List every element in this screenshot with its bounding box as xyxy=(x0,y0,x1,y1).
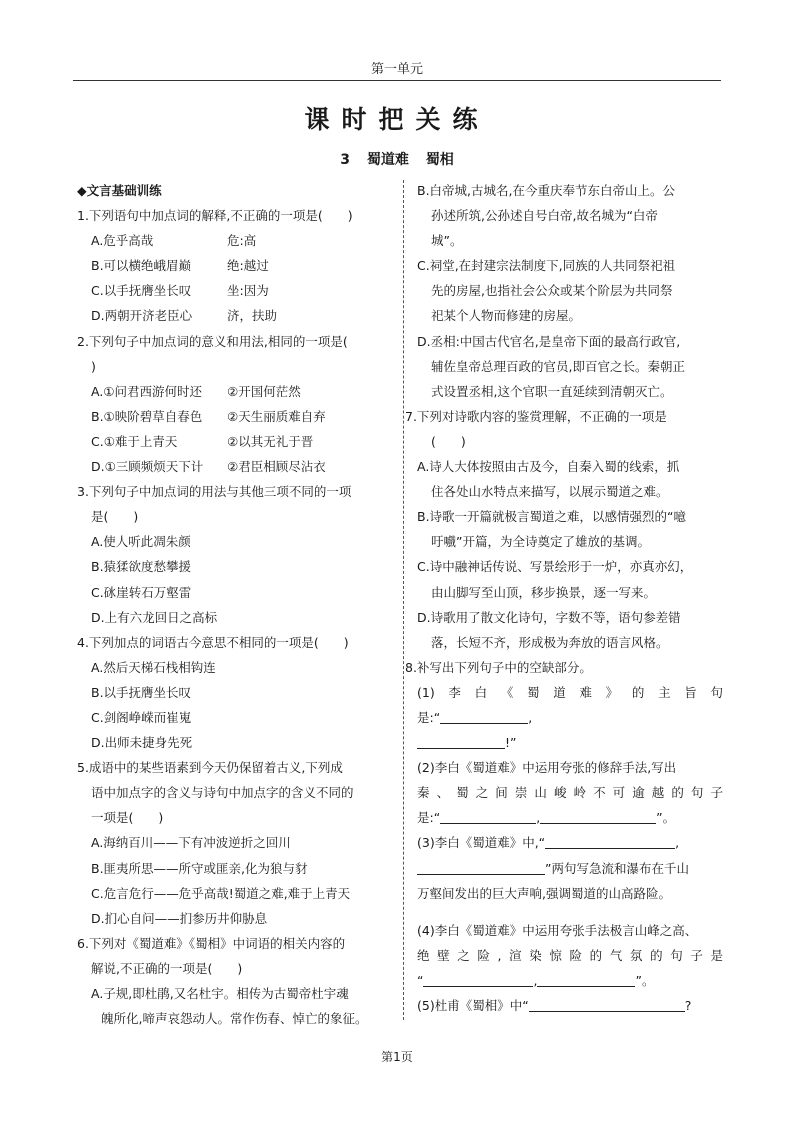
blank-6[interactable] xyxy=(417,860,545,875)
q5-stem-1: 5.成语中的某些语素到今天仍保留着古义,下列成 xyxy=(77,760,343,776)
q5-stem-2: 语中加点字的含义与诗句中加点字的含义不同的 xyxy=(91,785,354,801)
q4-option-c: C.剑阁峥嵘而崔嵬 xyxy=(91,709,192,725)
q8-part1-line1: (1)李白《蜀道难》的主旨句 xyxy=(417,684,723,700)
q7-option-a-2: 住各处山水特点来描写，以展示蜀道之难。 xyxy=(431,484,669,500)
q8-part2-line2: 秦、蜀之间崇山峻岭不可逾越的句子 xyxy=(417,785,723,801)
q8-part5-line1: (5)杜甫《蜀相》中“ ? xyxy=(417,998,692,1013)
q6-stem-1: 6.下列对《蜀道难》《蜀相》中词语的相关内容的 xyxy=(77,935,346,951)
q7-option-d-1: D.诗歌用了散文化诗句，字数不等，语句参差错 xyxy=(417,609,681,625)
q4-option-b: B.以手抚膺坐长叹 xyxy=(91,684,192,700)
lesson-number: 3 xyxy=(340,152,350,168)
q5-option-b: B.匪夷所思——所守或匪亲,化为狼与豺 xyxy=(91,860,308,876)
q6-option-d-1: D.丞相:中国古代官名,是皇帝下面的最高行政官, xyxy=(417,333,681,349)
q1-stem: 1.下列语句中加点词的解释,不正确的一项是( ) xyxy=(77,208,353,224)
q2-option-a: A.①问君西游何时还 ②开国何茫然 xyxy=(91,383,301,399)
q6-stem-2: 解说,不正确的一项是( ) xyxy=(91,960,243,976)
q8-part4-line1: (4)李白《蜀道难》中运用夸张手法极言山峰之高、 xyxy=(417,922,698,938)
q1-option-d: D.两朝开济老臣心 济，扶助 xyxy=(91,308,278,324)
q8-part3-line2: ”两句写急流和瀑布在千山 xyxy=(417,856,723,881)
q6-option-c-1: C.祠堂,在封建宗法制度下,同族的人共同祭祀祖 xyxy=(417,258,676,274)
q3-stem: 3.下列句子中加点词的用法与其他三项不同的一项 xyxy=(77,484,352,500)
q2-stem-cont: ) xyxy=(91,358,96,374)
blank-1[interactable] xyxy=(440,709,528,724)
q7-option-b-2: 吁嚱”开篇，为全诗奠定了雄放的基调。 xyxy=(431,534,650,550)
q5-option-a: A.海纳百川——下有冲波逆折之回川 xyxy=(91,835,291,851)
q6-option-a-1: A.子规,即杜鹃,又名杜宇。相传为古蜀帝杜宇魂 xyxy=(91,986,349,1001)
q8-part1-line3: !” xyxy=(417,730,723,755)
q6-option-b-1: B.白帝城,古城名,在今重庆奉节东白帝山上。公 xyxy=(417,183,675,198)
header-rule xyxy=(73,80,721,81)
q6-option-d-3: 式设置丞相,这个官职一直延续到清朝灭亡。 xyxy=(431,383,673,399)
blank-8[interactable] xyxy=(537,972,635,987)
q6-option-d-2: 辅佐皇帝总理百政的官员,即百官之长。秦朝正 xyxy=(431,358,685,374)
page-number: 第1页 xyxy=(381,1050,413,1064)
blank-2[interactable] xyxy=(417,734,505,749)
page-title: 课时把关练 xyxy=(304,105,490,134)
q4-option-a: A.然后天梯石栈相钩连 xyxy=(91,659,216,675)
q3-option-b: B.猿猱欲度愁攀援 xyxy=(91,559,192,575)
right-column xyxy=(405,178,723,1018)
q1-option-b: B.可以横绝峨眉巅 绝:越过 xyxy=(91,258,269,274)
q1-option-c: C.以手抚膺坐长叹 坐:因为 xyxy=(91,283,269,299)
column-divider xyxy=(403,180,404,1020)
q8-part3-line3: 万壑间发出的巨大声响,强调蜀道的山高路险。 xyxy=(417,885,671,901)
q7-stem-1: 7.下列对诗歌内容的鉴赏理解，不正确的一项是 xyxy=(405,408,667,424)
q5-option-d: D.扪心自问——扪参历井仰胁息 xyxy=(91,910,268,926)
q6-option-c-3: 祀某个人物而修建的房屋。 xyxy=(431,308,582,324)
q7-option-d-2: 落，长短不齐，形成极为奔放的语言风格。 xyxy=(431,634,669,650)
q7-option-a-1: A.诗人大体按照由古及今，自秦入蜀的线索，抓 xyxy=(417,459,680,475)
q7-option-c-2: 由山脚写至山顶，移步换景，逐一写来。 xyxy=(431,584,657,600)
q2-option-c: C.①难于上青天 ②以其无礼于晋 xyxy=(91,433,314,449)
q8-part3-line1: (3)李白《蜀道难》中,“ , xyxy=(417,835,680,851)
blank-4[interactable] xyxy=(540,809,656,824)
q8-part4-line2: 绝壁之险,渲染惊险的气氛的句子是 xyxy=(417,947,723,963)
q4-option-d: D.出师未捷身先死 xyxy=(91,735,193,751)
q2-option-d: D.①三顾频烦天下计 ②君臣相顾尽沾衣 xyxy=(91,459,326,475)
q6-option-a-2: 魄所化,啼声哀怨动人。常作伤春、悼亡的象征。 xyxy=(101,1011,368,1027)
page-header: 第一单元 xyxy=(370,62,423,77)
lesson-subtitle xyxy=(0,149,794,169)
q1-option-a: A.危乎高哉 危:高 xyxy=(91,233,257,249)
q3-option-d: D.上有六龙回日之高标 xyxy=(91,609,218,625)
q8-part2-line1: (2)李白《蜀道难》中运用夸张的修辞手法,写出 xyxy=(417,760,677,776)
blank-9[interactable] xyxy=(529,997,685,1012)
q5-stem-3: 一项是( ) xyxy=(91,810,164,826)
q7-option-b-1: B.诗歌一开篇就极言蜀道之难，以感情强烈的“噫 xyxy=(417,509,687,525)
blank-3[interactable] xyxy=(440,809,536,824)
lesson-title-2: 蜀相 xyxy=(425,152,454,168)
q8-part2-line3: 是:“ , ”。 xyxy=(417,810,676,826)
q6-option-b-3: 城”。 xyxy=(431,233,463,249)
q3-stem-cont: 是( ) xyxy=(91,509,139,525)
q7-option-c-1: C.诗中融神话传说、写景绘形于一炉，亦真亦幻， xyxy=(417,559,693,575)
q2-stem: 2.下列句子中加点词的意义和用法,相同的一项是( xyxy=(77,333,348,349)
q6-option-b-2: 孙述所筑,公孙述自号白帝,故名城为“白帝 xyxy=(431,208,658,224)
section-heading: ◆文言基础训练 xyxy=(77,183,162,198)
q2-option-b: B.①映阶碧草自春色 ②天生丽质难自弃 xyxy=(91,408,326,424)
left-column xyxy=(77,178,393,1031)
q7-stem-2: ( ) xyxy=(431,433,466,449)
blank-7[interactable] xyxy=(423,972,533,987)
q3-option-c: C.砯崖转石万壑雷 xyxy=(91,584,192,600)
q4-stem: 4.下列加点的词语古今意思不相同的一项是( ) xyxy=(77,634,349,650)
q3-option-a: A.使人听此凋朱颜 xyxy=(91,534,191,550)
blank-5[interactable] xyxy=(545,834,675,849)
q5-option-c: C.危言危行——危乎高哉!蜀道之难,难于上青天 xyxy=(91,885,351,901)
q8-part4-line3: “ , ”。 xyxy=(417,972,655,988)
q8-stem: 8.补写出下列句子中的空缺部分。 xyxy=(405,659,592,675)
lesson-title-1: 蜀道难 xyxy=(366,152,409,168)
q6-option-c-2: 先的房屋,也指社会公众或某个阶层为共同祭 xyxy=(431,283,673,299)
q8-part1-line2: 是:“ , xyxy=(417,709,533,725)
